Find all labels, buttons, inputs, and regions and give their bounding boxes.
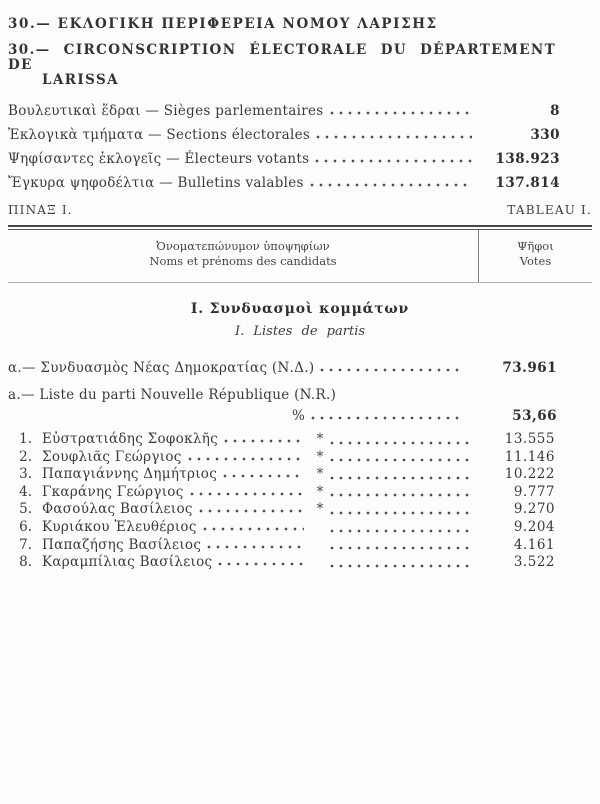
dot-leader — [190, 492, 304, 496]
elected-asterisk: * — [316, 431, 324, 447]
dot-leader — [207, 545, 304, 549]
stat-label: Ἐκλογικὰ τμήματα — Sections électorales — [8, 127, 311, 143]
summary-stats — [0, 103, 600, 199]
candidate-number: 1. — [19, 431, 32, 447]
dot-leader — [330, 564, 470, 568]
candidate-name: Φασούλας Βασίλειος — [42, 501, 193, 518]
party-percent-value: 53,66 — [512, 408, 557, 424]
title-french — [8, 43, 592, 88]
candidate-number: 2. — [19, 448, 32, 465]
stat-value: 330 — [530, 127, 560, 143]
candidate-row — [0, 519, 600, 537]
stat-row-voters — [0, 151, 600, 175]
percent-symbol: % — [292, 408, 305, 424]
dot-leader — [330, 493, 470, 497]
candidate-list — [0, 431, 600, 572]
table-caption-greek: ΠΙΝΑΞ Ι. — [8, 203, 73, 217]
candidate-votes: 11.146 — [504, 448, 555, 465]
elected-asterisk: * — [316, 448, 324, 465]
candidate-votes: 9.204 — [513, 518, 555, 535]
elected-asterisk: * — [316, 501, 324, 518]
candidate-row — [0, 554, 600, 572]
candidate-name: Γκαράνης Γεώργιος — [42, 483, 184, 500]
header-bottom-rule — [8, 282, 592, 283]
dot-leader — [330, 458, 470, 462]
party-votes: 73.961 — [502, 360, 557, 376]
candidate-number: 7. — [19, 536, 32, 553]
party-name-greek: α.— Συνδυασμὸς Νέας Δημοκρατίας (Ν.Δ.) — [8, 360, 315, 376]
candidate-row — [0, 466, 600, 484]
column-header-votes-french: Votes — [519, 253, 552, 268]
candidate-row — [0, 484, 600, 502]
candidate-number: 4. — [19, 483, 32, 500]
column-header-votes-greek: Ψῆφοι — [517, 239, 554, 253]
candidate-name: Εὐστρατιάδης Σοφοκλῆς — [42, 431, 218, 447]
stat-label: Ψηφίσαντες ἐκλογεῖς — Électeurs votants — [8, 151, 310, 167]
table-caption — [8, 203, 592, 217]
party-total-row — [0, 360, 600, 380]
table-caption-french: TABLEAU I. — [507, 203, 592, 217]
stat-value: 137.814 — [495, 175, 560, 191]
party-name-french: a.— Liste du parti Nouvelle République (N.R.) — [8, 387, 337, 403]
candidate-row — [0, 537, 600, 555]
candidate-votes: 9.777 — [513, 483, 555, 500]
dot-leader — [330, 476, 470, 480]
dot-leader — [310, 183, 472, 187]
candidate-number: 3. — [19, 466, 32, 483]
dot-leader — [223, 474, 304, 478]
candidate-name: Σουφλιᾶς Γεώργιος — [42, 448, 182, 465]
table-header — [8, 230, 592, 282]
candidate-votes: 10.222 — [504, 466, 555, 483]
dot-leader — [330, 111, 472, 115]
candidate-votes: 4.161 — [513, 536, 555, 553]
stat-row-seats — [0, 103, 600, 127]
dot-leader — [311, 416, 464, 420]
elected-asterisk: * — [316, 483, 324, 500]
dot-leader — [330, 546, 470, 550]
stat-label: Ἔγκυρα ψηφοδέλτια — Bulletins valables — [8, 175, 304, 191]
candidate-name: Καραμπίλιας Βασίλειος — [42, 554, 213, 571]
dot-leader — [188, 457, 304, 461]
candidate-number: 8. — [19, 554, 32, 571]
stat-value: 8 — [550, 103, 560, 119]
candidate-votes: 3.522 — [513, 554, 555, 571]
dot-leader — [330, 529, 470, 533]
candidate-row — [0, 431, 600, 449]
stat-row-sections — [0, 127, 600, 151]
section-heading-greek: Ι. Συνδυασμοὶ κομμάτων — [190, 301, 410, 317]
dot-leader — [320, 368, 464, 372]
dot-leader — [316, 135, 472, 139]
column-header-votes — [478, 230, 592, 282]
dot-leader — [330, 441, 470, 445]
dot-leader — [218, 562, 304, 566]
party-percent-row — [0, 408, 600, 428]
dot-leader — [330, 511, 470, 515]
column-header-candidates-french: Noms et prénoms des candidats — [149, 253, 337, 268]
candidate-votes: 13.555 — [504, 431, 555, 447]
column-header-candidates — [8, 230, 478, 282]
candidate-row — [0, 449, 600, 467]
candidate-row — [0, 501, 600, 519]
title-french-line2: LARISSA — [42, 72, 119, 88]
elected-asterisk: * — [316, 466, 324, 483]
title-greek: 30.— ΕΚΛΟΓΙΚΗ ΠΕΡΙΦΕΡΕΙΑ ΝΟΜΟΥ ΛΑΡΙΣΗΣ — [8, 16, 438, 32]
candidate-name: Κυριάκου Ἐλευθέριος — [42, 518, 197, 535]
candidate-number: 5. — [19, 501, 32, 518]
stat-row-valid-ballots — [0, 175, 600, 199]
title-french-line1: 30.— CIRCONSCRIPTION ÉLECTORALE DU DÉPARTEMENT DE — [8, 42, 557, 73]
stat-label: Βουλευτικαὶ ἕδραι — Sièges parlementaires — [8, 103, 324, 119]
column-header-candidates-greek: Ὀνοματεπώνυμον ὑποψηφίων — [156, 239, 330, 253]
dot-leader — [315, 159, 472, 163]
section-heading-french: I. Listes de partis — [234, 324, 366, 339]
candidate-name: Παπαγιάννης Δημήτριος — [42, 466, 218, 483]
stat-value: 138.923 — [495, 151, 560, 167]
candidate-votes: 9.270 — [513, 501, 555, 518]
candidate-name: Παπαζήσης Βασίλειος — [42, 536, 202, 553]
candidate-number: 6. — [19, 518, 32, 535]
dot-leader — [224, 439, 304, 443]
dot-leader — [203, 527, 304, 531]
dot-leader — [199, 509, 304, 513]
